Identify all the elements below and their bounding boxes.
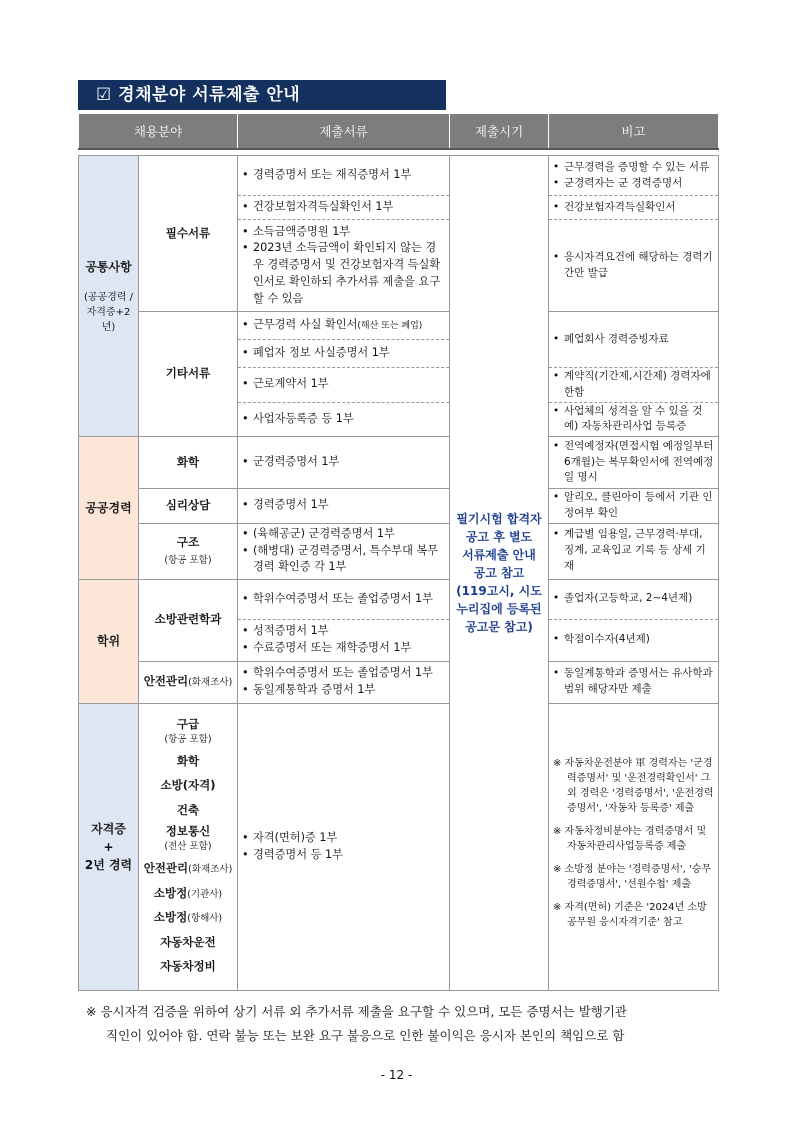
page-number: - 12 - [380, 1068, 413, 1082]
doc-cell: • 건강보험자격득실확인서 1부 [238, 196, 450, 220]
cert-field: 건축 [176, 802, 200, 817]
category-common-sub: (공공경력 / 자격증+2년) [83, 291, 134, 333]
doc-cell: • 자격(면허)증 1부 • 경력증명서 등 1부 [238, 703, 450, 990]
doc-cell: • 소득금액증명원 1부 • 2023년 소득금액이 확인되지 않는 경우 경력증명서 및 건강보험자격 득실확인서로 확인하되 추가서류 제출을 요구할 수 있음 [238, 220, 450, 312]
section-title: ☑ 경채분야 서류제출 안내 [78, 80, 446, 110]
header-notes: 비고 [549, 114, 719, 149]
note-cell: • 건강보험자격득실확인서 [549, 196, 719, 220]
note-cell: • 근무경력을 증명할 수 있는 서류 • 군경력자는 군 경력증명서 [549, 156, 719, 196]
note-cell: • 계약직(기간제,시간제) 경력자에 한함 [549, 368, 719, 403]
sub-fire-major: 소방관련학과 [139, 579, 238, 661]
doc-cell: • 군경력증명서 1부 [238, 437, 450, 489]
note-cell: • 전역예정자(면접시험 예정일부터 6개월)는 복무확인서에 전역예정일 명시 [549, 437, 719, 489]
cert-field: 자동차운전 [160, 934, 216, 949]
cert-field: 소방(자격) [160, 778, 216, 792]
doc-cell: • 근로계약서 1부 [238, 368, 450, 403]
sub-chemistry: 화학 [139, 437, 238, 489]
cert-field: 안전관리(화재조사) [143, 861, 233, 875]
sub-required: 필수서류 [139, 156, 238, 312]
cert-field: 화학 [176, 753, 200, 768]
doc-cell: • 폐업자 정보 사실증명서 1부 [238, 340, 450, 368]
header-docs: 제출서류 [238, 114, 450, 149]
doc-cell: • (육해공군) 군경력증명서 1부 • (해병대) 군경력증명서, 특수부대 복무경력 확인증 각 1부 [238, 523, 450, 579]
sub-counseling: 심리상담 [139, 489, 238, 524]
cert-field: 정보통신 (전산 포함) [164, 824, 212, 852]
note-cell: • 학점이수자(4년제) [549, 619, 719, 661]
doc-cell: • 근무경력 사실 확인서(해산 또는 폐업) [238, 312, 450, 340]
note-cell: • 폐업회사 경력증빙자료 [549, 312, 719, 368]
cert-remarks: ※ 자동차운전분야 軍 경력자는 '군경력증명서' 및 '운전경력확인서' 그 외 경력은 '경력증명서', '운전경력증명서', '자동차 등록증' 제출 ※ 자동차정비분야는 경력증명서 및 자동차관리사업등록증 제출 ※ 소방정 분야는 '경력증명서', '승무경력증명서', '선원수첩' 제출 ※ 자격(면허) 기준은 '2024년 소방공무원 응시자격기준' 참고 [549, 703, 719, 990]
footer-note: ※ 응시자격 검증을 위하여 상기 서류 외 추가서류 제출을 요구할 수 있으며, 모든 증명서는 발행기관 직인이 있어야 함. 연락 불능 또는 보완 요구 불응으로 인한 불이익은 응시자 본인의 책임으로 함 [86, 1004, 628, 1043]
sub-rescue: 구조 (항공 포함) [139, 523, 238, 579]
doc-cell: • 경력증명서 1부 [238, 489, 450, 524]
category-public: 공공경력 [79, 437, 139, 580]
cert-field: 소방정(기관사) [153, 885, 223, 900]
sub-other: 기타서류 [139, 312, 238, 437]
note-cell: • 계급별 임용일, 근무경력·부대, 징계, 교육입교 기록 등 상세 기재 [549, 523, 719, 579]
document-table [78, 114, 719, 991]
note-cell: • 졸업자(고등학교, 2∼4년제) [549, 579, 719, 619]
note-cell: • 응시자격요건에 해당하는 경력기간만 발급 [549, 220, 719, 312]
doc-cell: • 경력증명서 또는 재직증명서 1부 [238, 156, 450, 196]
cert-field-list [139, 703, 238, 990]
table-header-row [79, 114, 719, 149]
timing-cell: 필기시험 합격자 공고 후 별도 서류제출 안내 공고 참고 (119고시, 시도 누리집에 등록된 공고문 참고) [450, 156, 549, 991]
category-cert: 자격증 + 2년 경력 [79, 703, 139, 990]
header-timing: 제출시기 [450, 114, 549, 149]
cert-field: 구급 (항공 포함) [164, 716, 212, 745]
category-common: 공통사항 (공공경력 / 자격증+2년) [79, 156, 139, 437]
doc-cell: • 성적증명서 1부 • 수료증명서 또는 재학증명서 1부 [238, 619, 450, 661]
note-cell: • 동일계통학과 증명서는 유사학과 범위 해당자만 제출 [549, 661, 719, 703]
header-field: 채용분야 [79, 114, 238, 149]
cert-field: 자동차정비 [160, 959, 216, 973]
doc-cell: • 사업자등록증 등 1부 [238, 402, 450, 437]
doc-cell: • 학위수여증명서 또는 졸업증명서 1부 • 동일계통학과 증명서 1부 [238, 661, 450, 703]
cert-field: 소방정(항해사) [153, 910, 223, 924]
sub-safety: 안전관리(화재조사) [139, 661, 238, 703]
doc-cell: • 학위수여증명서 또는 졸업증명서 1부 [238, 579, 450, 619]
note-cell: • 사업체의 성격을 알 수 있을 것 예) 자동차관리사업 등록증 [549, 402, 719, 437]
category-degree: 학위 [79, 579, 139, 703]
note-cell: • 알리오, 클린아이 등에서 기관 인정여부 확인 [549, 489, 719, 524]
